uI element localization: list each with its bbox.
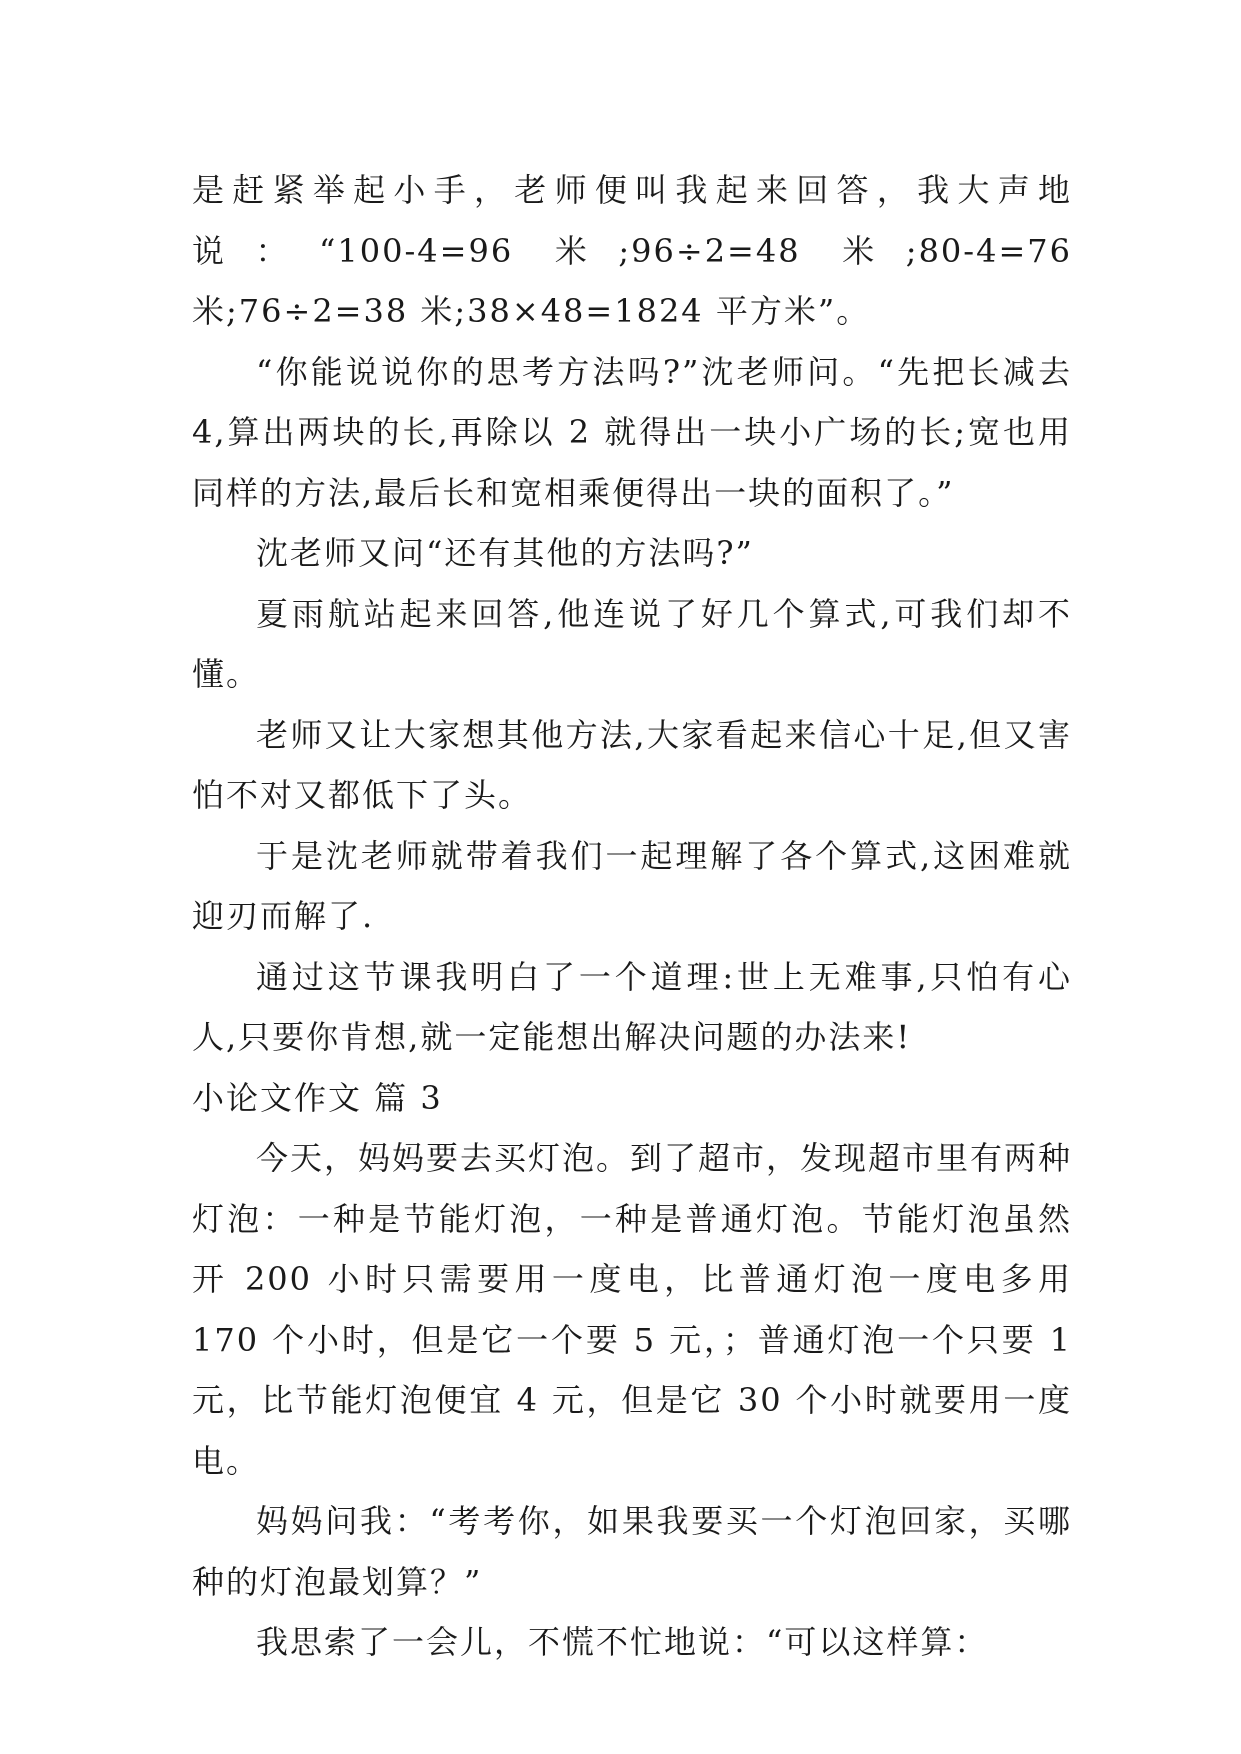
paragraph: “你能说说你的思考方法吗?”沈老师问。“先把长减去 4,算出两块的长,再除以 2 就得出一块小广场的长;宽也用同样的方法,最后长和宽相乘便得出一块的面积了。” — [192, 352, 1072, 512]
paragraph: 妈妈问我：“考考你，如果我要买一个灯泡回家，买哪种的灯泡最划算？” — [192, 1502, 1072, 1601]
paragraph: 夏雨航站起来回答,他连说了好几个算式,可我们却不懂。 — [192, 594, 1072, 693]
paragraph: 老师又让大家想其他方法,大家看起来信心十足,但又害怕不对又都低下了头。 — [192, 715, 1072, 814]
paragraph: 今天，妈妈要去买灯泡。到了超市，发现超市里有两种灯泡：一种是节能灯泡，一种是普通灯泡。节能灯泡虽然开 200 小时只需要用一度电，比普通灯泡一度电多用 170 个小时，但是它一个要 5 元，；普通灯泡一个只要 1 元，比节能灯泡便宜 4 元，但是它 30 个小时就要用一度电。 — [192, 1139, 1073, 1480]
paragraph: 是赶紧举起小手，老师便叫我起来回答，我大声地说：“100-4=96 米;96÷2=48 米;80-4=76 米;76÷2=38 米;38×48=1824 平方米”。 — [192, 171, 1072, 330]
paragraph: 沈老师又问“还有其他的方法吗?” — [256, 534, 754, 572]
paragraph: 于是沈老师就带着我们一起理解了各个算式,这困难就迎刃而解了. — [192, 836, 1072, 935]
document-body — [192, 160, 1072, 1673]
section-heading: 小论文作文 篇 3 — [192, 1078, 443, 1117]
paragraph: 通过这节课我明白了一个道理:世上无难事,只怕有心人,只要你肯想,就一定能想出解决问题的办法来! — [192, 957, 1072, 1056]
paragraph: 我思索了一会儿，不慌不忙地说：“可以这样算： — [256, 1623, 989, 1661]
